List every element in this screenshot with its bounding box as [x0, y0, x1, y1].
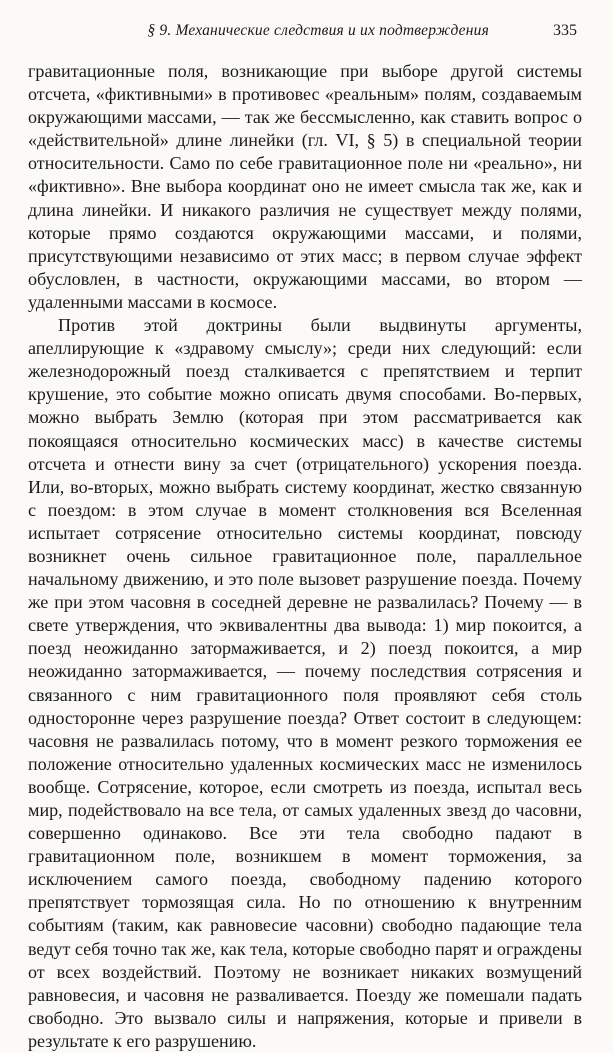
- body-text: [28, 60, 582, 1053]
- page-number: 335: [553, 22, 577, 39]
- paragraph-2: Против этой доктрины были выдвинуты аргументы, апеллирующие к «здравому смыслу»; среди них следующий: если железнодорожный поезд сталкивается с препятствием и терпит крушение, это событие можно описать двумя способами. Во-первых, можно выбрать Землю (которая при этом рассматривается как покоящаяся относительно космических масс) в качестве системы отсчета и отнести вину за счет (отрицательного) ускорения поезда. Или, во-вторых, можно выбрать систему координат, жестко связанную с поездом: в этом случае в момент столкновения вся Вселенная испытает сотрясение относительно системы координат, повсюду возникнет очень сильное гравитационное поле, параллельное начальному движению, и это поле вызовет разрушение поезда. Почему же при этом часовня в соседней деревне не развалилась? Почему — в свете утверждения, что эквивалентны два вывода: 1) мир покоится, а поезд неожиданно затормаживается, и 2) поезд покоится, а мир неожиданно затормаживается, — почему последствия сотрясения и связанного с ним гравитационного поля проявляют себя столь односторонне через разрушение поезда? Ответ состоит в следующем: часовня не развалилась потому, что в момент резкого торможения ее положение относительно удаленных космических масс не изменилось вообще. Сотрясение, которое, если смотреть из поезда, испытал весь мир, подействовало на все тела, от самых удаленных звезд до часовни, совершенно одинаково. Все эти тела свободно падают в гравитационном поле, возникшем в момент торможения, за исключением самого поезда, свободному падению которого препятствует тормозящая сила. Но по отношению к внутренним событиям (таким, как равновесие часовни) свободно падающие тела ведут себя точно так же, как тела, которые свободно парят и ограждены от всех воздействий. Поэтому не возникает никаких возмущений равновесия, и часовня не разваливается. Поезду же помешали падать свободно. Это вызвало силы и напряжения, которые и привели в результате к его разрушению.: [28, 315, 582, 1051]
- running-header: [28, 22, 577, 40]
- section-title: § 9. Механические следствия и их подтверждения: [147, 22, 489, 39]
- paragraph-1: гравитационные поля, возникающие при выборе другой системы отсчета, «фиктивными» в противовес «реальным» полям, создаваемым окружающими массами, — так же бессмысленно, как ставить вопрос о «действительной» длине линейки (гл. VI, § 5) в специальной теории относительности. Само по себе гравитационное поле ни «реально», ни «фиктивно». Вне выбора координат оно не имеет смысла так же, как и длина линейки. И никакого различия не существует между полями, которые прямо создаются окружающими массами, и полями, присутствующими независимо от этих масс; в первом случае эффект обусловлен, в частности, окружающими массами, во втором — удаленными массами в космосе.: [28, 61, 582, 312]
